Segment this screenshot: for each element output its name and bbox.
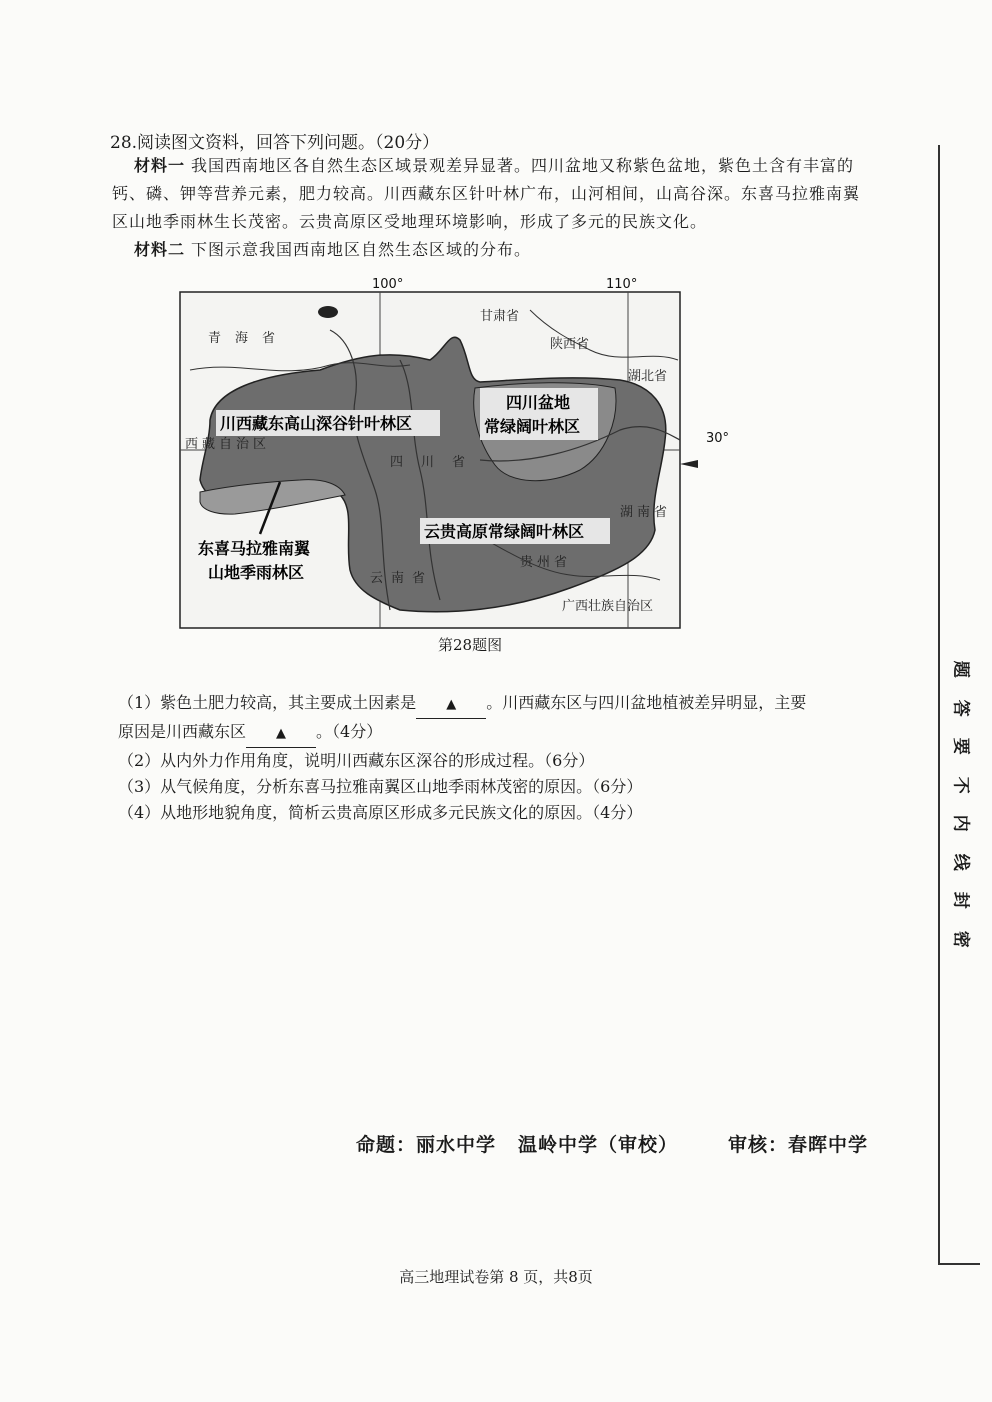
province-gansu: 甘肃省 [480,309,520,324]
province-hubei: 湖北省 [628,369,668,384]
seal-char-7: 封 [950,891,971,909]
seal-char-2: 答 [950,699,971,717]
province-shaanxi: 陕西省 [550,337,590,352]
province-hunan: 湖南省 [620,505,672,520]
seal-char-6: 线 [950,853,971,871]
lon-label-100: 100° [372,277,404,292]
material-1-label: 材料一 [134,156,186,175]
seal-char-5: 内 [950,814,971,832]
q1-part-c: 原因是川西藏东区 [118,722,247,741]
zone-chuanxi: 川西藏东高山深谷针叶林区 [220,414,413,433]
question-header: 28.阅读图文资料，回答下列问题。（20分） [110,133,440,153]
subquestion-4: （4）从地形地貌角度，简析云贵高原区形成多元民族文化的原因。（4分） [118,803,643,822]
province-guangxi: 广西壮族自治区 [562,599,654,614]
zone-himalaya-1: 东喜马拉雅南翼 [198,539,311,558]
subquestions [118,690,806,826]
seal-char-8: 密 [950,930,971,948]
answer-blank-2[interactable]: ▲ [246,721,316,748]
credit-review: 审核：春晖中学 [728,1134,869,1156]
seal-line-foot [938,1263,980,1265]
answer-blank-1[interactable]: ▲ [416,692,486,719]
material-2-label: 材料二 [134,240,186,259]
seal-warning-text [944,650,976,958]
map-caption: 第28题图 [438,636,503,654]
seal-char-3: 要 [950,737,971,755]
zone-sichuan-broadleaf: 常绿阔叶林区 [484,417,581,436]
seal-char-1: 题 [950,660,971,678]
seal-line [938,145,940,1265]
lat-label-30: 30° [706,431,730,446]
province-yunnan: 云南省 [370,571,434,586]
zone-yungui: 云贵高原常绿阔叶林区 [424,522,585,541]
southwest-china-map [150,270,740,660]
material-1-text: 我国西南地区各自然生态区域景观差异显著。四川盆地又称紫色盆地，紫色土含有丰富的钙、磷、钾等营养元素，肥力较高。川西藏东区针叶林广布，山河相间，山高谷深。东喜马拉雅南翼区山地季雨林生长茂密。云贵高原区受地理环境影响，形成了多元的民族文化。 [112,156,861,231]
subquestion-1-line-2 [118,719,806,748]
material-2 [112,236,872,264]
material-2-text: 下图示意我国西南地区自然生态区域的分布。 [191,240,532,259]
province-guizhou: 贵州省 [520,555,572,570]
q1-part-d: 。（4分） [316,722,383,741]
subquestion-1-line-1 [118,690,806,719]
credit-author: 命题：丽水中学 [356,1134,497,1156]
lake [318,306,338,318]
province-xizang: 西藏自治区 [185,437,271,452]
q1-part-b: 。川西藏东区与四川盆地植被差异明显，主要 [486,693,807,712]
q1-part-a: （1）紫色土肥力较高，其主要成土因素是 [118,693,417,712]
zone-sichuan-basin: 四川盆地 [506,393,571,412]
map-figure [150,270,740,660]
lon-label-110: 110° [606,277,638,292]
subquestion-2: （2）从内外力作用角度，说明川西藏东区深谷的形成过程。（6分） [118,751,595,770]
material-1 [112,152,872,236]
credits [356,1130,890,1157]
seal-line-margin [930,145,980,1265]
subquestion-3: （3）从气候角度，分析东喜马拉雅南翼区山地季雨林茂密的原因。（6分） [118,777,643,796]
seal-char-4: 不 [950,776,971,794]
zone-himalaya-2: 山地季雨林区 [208,563,305,582]
province-qinghai: 青海省 [208,331,290,346]
map-edge-marker [680,460,698,468]
page-footer: 高三地理试卷第 8 页，共8页 [399,1268,593,1286]
credit-proofread: 温岭中学（审校） [518,1134,679,1156]
province-sichuan: 四川省 [390,455,484,470]
